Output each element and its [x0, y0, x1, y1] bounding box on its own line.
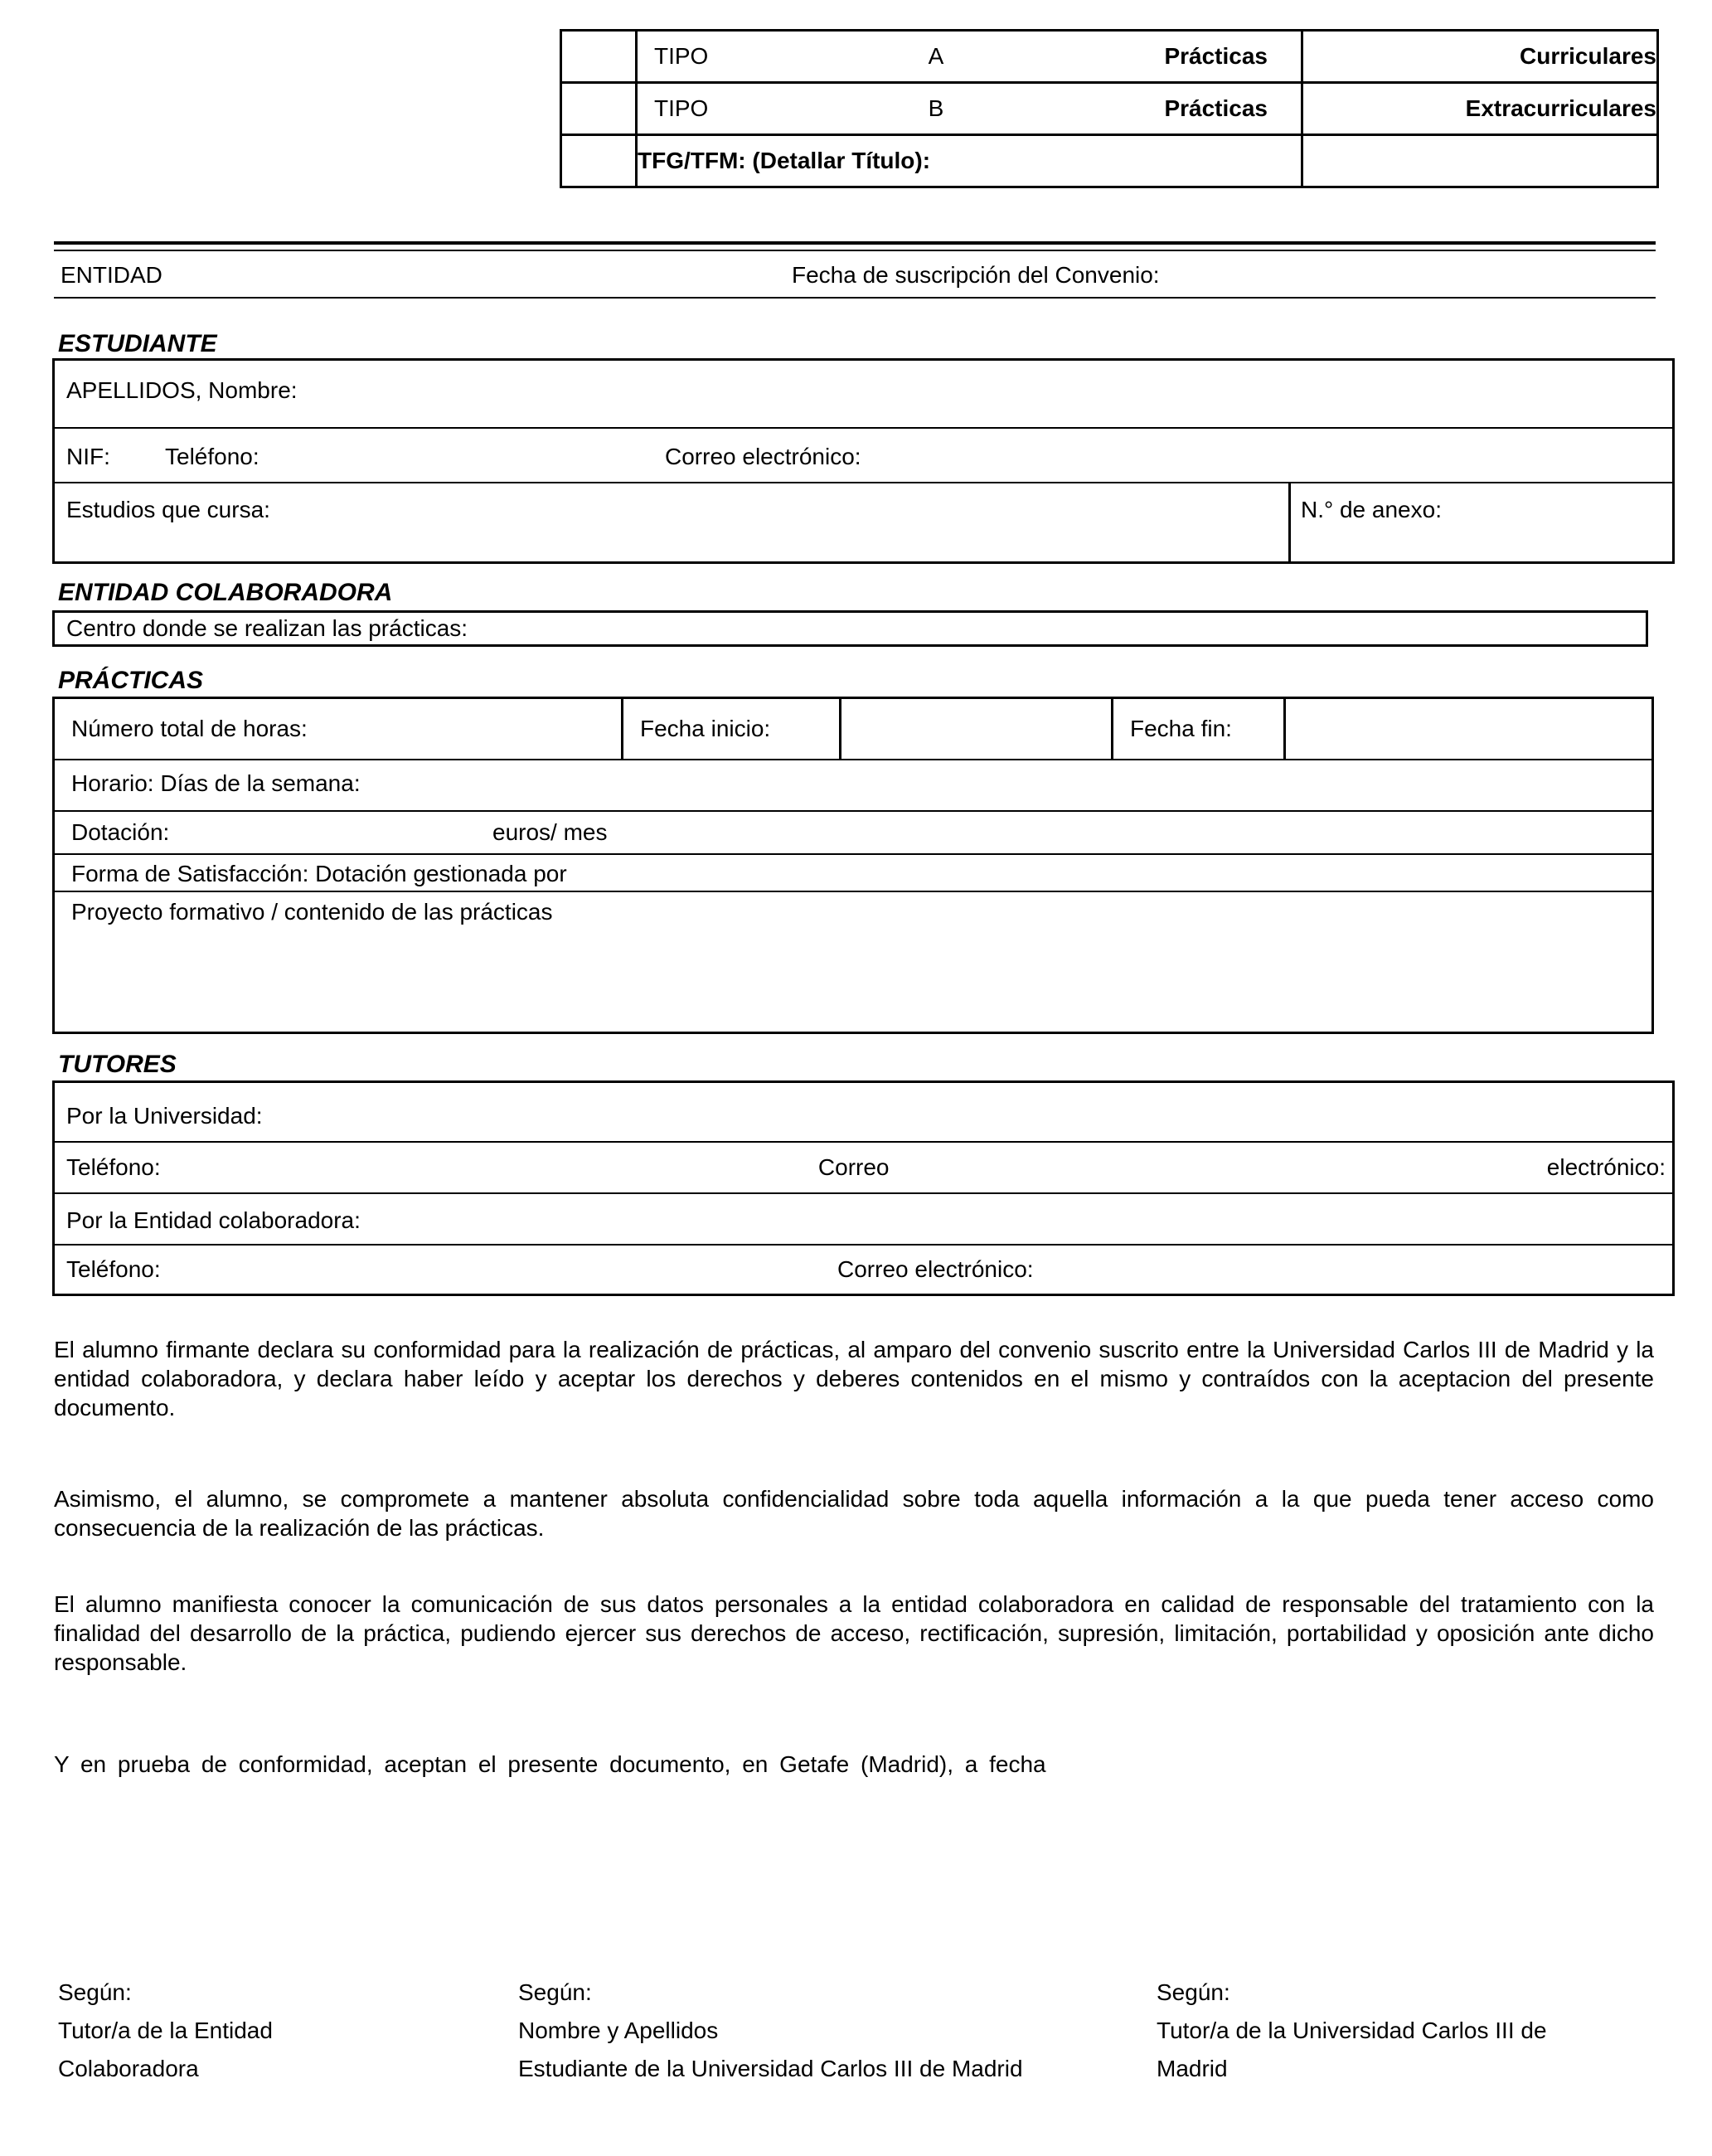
apellidos-label: APELLIDOS, Nombre: [66, 377, 298, 403]
tipo-b-main-cell [637, 83, 1302, 135]
euros-mes-label: euros/ mes [492, 819, 608, 845]
practicas-heading: PRÁCTICAS [58, 667, 204, 694]
segun-label: Según: [518, 1979, 592, 2005]
paragraph-conformidad: El alumno firmante declara su conformidad para la realización de prácticas, al amparo del convenio suscrito entre la Universidad Carlos III de Madrid y la entidad colaboradora, y declara haber leído y aceptar los derechos y deberes contenidos en el mismo y contraídos con la aceptacion del presente documento. [54, 1337, 1654, 1420]
tfg-label: TFG/TFM: (Detallar Título): [637, 135, 1302, 187]
segun-label: Según: [1157, 1979, 1230, 2005]
fecha-convenio-label: Fecha de suscripción del Convenio: [792, 262, 1160, 288]
proyecto-formativo-label: Proyecto formativo / contenido de las prácticas [71, 899, 553, 925]
tipo-a-checkbox-cell[interactable] [561, 31, 637, 83]
fecha-inicio-label-cell [623, 699, 841, 759]
estudios-label: Estudios que cursa: [66, 497, 270, 522]
tipo-a-main-flex [638, 43, 1301, 70]
horas-label: Número total de horas: [71, 716, 308, 741]
tutores-heading: TUTORES [58, 1051, 177, 1078]
tipo-b-main-flex [638, 95, 1301, 122]
horario-label: Horario: Días de la semana: [71, 770, 361, 796]
modality-curriculares-label: Curriculares [1302, 31, 1658, 83]
university-tutor-role: Tutor/a de la Universidad Carlos III de Madrid [1157, 2018, 1547, 2081]
estudios-field[interactable] [55, 483, 1288, 561]
paragraph-confidencialidad: Asimismo, el alumno, se compromete a mantener absoluta confidencialidad sobre toda aquella información a la que pueda tener acceso como consecuencia de la realización de las prácticas. [54, 1486, 1654, 1541]
tipo-letter-a: A [928, 43, 944, 69]
tfg-checkbox-cell[interactable] [561, 135, 637, 187]
por-entidad-label: Por la Entidad colaboradora: [66, 1207, 361, 1233]
tipo-row-b [561, 83, 1658, 135]
forma-satisfaccion-label: Forma de Satisfacción: Dotación gestionada por [71, 861, 567, 886]
telefono-label: Teléfono: [66, 1256, 161, 1282]
apellidos-field[interactable] [55, 361, 1672, 429]
centro-label: Centro donde se realizan las prácticas: [66, 615, 468, 641]
nif-label: NIF: [66, 444, 110, 469]
estudiante-box [52, 358, 1675, 564]
tutor-universidad-field[interactable] [55, 1083, 1672, 1143]
entidad-row [54, 251, 1656, 299]
fecha-fin-label: Fecha fin: [1130, 716, 1232, 741]
dotacion-field[interactable] [55, 812, 1651, 855]
modality-extracurriculares-label: Extracurriculares [1302, 83, 1658, 135]
double-rule-top [54, 241, 1656, 245]
tfg-title-value-cell[interactable] [1302, 135, 1658, 187]
convenio-header-block [54, 241, 1656, 299]
fecha-fin-label-cell [1113, 699, 1286, 759]
proyecto-formativo-field[interactable] [55, 892, 1651, 1032]
tfg-row [561, 135, 1658, 187]
anexo-label: N.° de anexo: [1301, 497, 1442, 522]
practicas-dates-row [55, 699, 1651, 760]
tipo-label: TIPO [654, 43, 709, 69]
anexo-field[interactable] [1288, 483, 1672, 561]
correo-word: Correo [817, 1154, 890, 1180]
fecha-inicio-label: Fecha inicio: [640, 716, 771, 741]
tipo-row-a [561, 31, 1658, 83]
signature-university-tutor [1157, 1974, 1596, 2088]
electronico-word: electrónico: [1546, 1154, 1666, 1180]
practicas-label: Prácticas [1164, 43, 1268, 69]
forma-satisfaccion-field[interactable] [55, 855, 1651, 892]
entidad-label: ENTIDAD [61, 262, 162, 288]
tipo-b-checkbox-cell[interactable] [561, 83, 637, 135]
student-role: Estudiante de la Universidad Carlos III de Madrid [518, 2056, 1023, 2081]
signature-student [518, 1974, 1049, 2088]
segun-label: Según: [58, 1979, 132, 2005]
paragraph-prueba-conformidad: Y en prueba de conformidad, aceptan el presente documento, en Getafe (Madrid), a fecha [54, 1751, 1046, 1777]
por-universidad-label: Por la Universidad: [66, 1103, 263, 1129]
entidad-colaboradora-box[interactable] [52, 610, 1648, 647]
tipo-a-main-cell [637, 31, 1302, 83]
student-name-label: Nombre y Apellidos [518, 2018, 719, 2043]
fecha-fin-value-cell[interactable] [1286, 699, 1651, 759]
tipo-table [560, 29, 1659, 188]
signature-entity-tutor [58, 1974, 315, 2088]
tutor-entidad-contact-row[interactable] [55, 1246, 1672, 1294]
tutores-box [52, 1080, 1675, 1296]
telefono-label: Teléfono: [165, 444, 259, 469]
telefono-label: Teléfono: [66, 1154, 161, 1180]
horas-field[interactable] [55, 699, 623, 759]
estudios-row [55, 483, 1672, 561]
entidad-colaboradora-heading: ENTIDAD COLABORADORA [58, 579, 393, 606]
entity-tutor-role: Tutor/a de la Entidad Colaboradora [58, 2018, 273, 2081]
tutor-entidad-field[interactable] [55, 1194, 1672, 1246]
tipo-letter-b: B [928, 95, 944, 121]
tipo-label: TIPO [654, 95, 709, 121]
paragraph-datos-personales: El alumno manifiesta conocer la comunicación de sus datos personales a la entidad colaboradora en calidad de responsable del tratamiento con la finalidad del desarrollo de la práctica, pudiendo ejercer sus derechos de acceso, rectificación, supresión, limitación, portabilidad y oposición ante dicho responsable. [54, 1591, 1654, 1675]
dotacion-label: Dotación: [71, 819, 170, 845]
practicas-box [52, 697, 1654, 1034]
practicas-label: Prácticas [1164, 95, 1268, 121]
tutor-universidad-contact-row[interactable] [55, 1143, 1672, 1194]
fecha-inicio-value-cell[interactable] [841, 699, 1113, 759]
contact-field-row[interactable] [55, 429, 1672, 483]
correo-label: Correo electrónico: [665, 444, 861, 469]
correo-electronico-label: Correo electrónico: [837, 1256, 1034, 1282]
estudiante-heading: ESTUDIANTE [58, 330, 217, 357]
horario-field[interactable] [55, 760, 1651, 812]
